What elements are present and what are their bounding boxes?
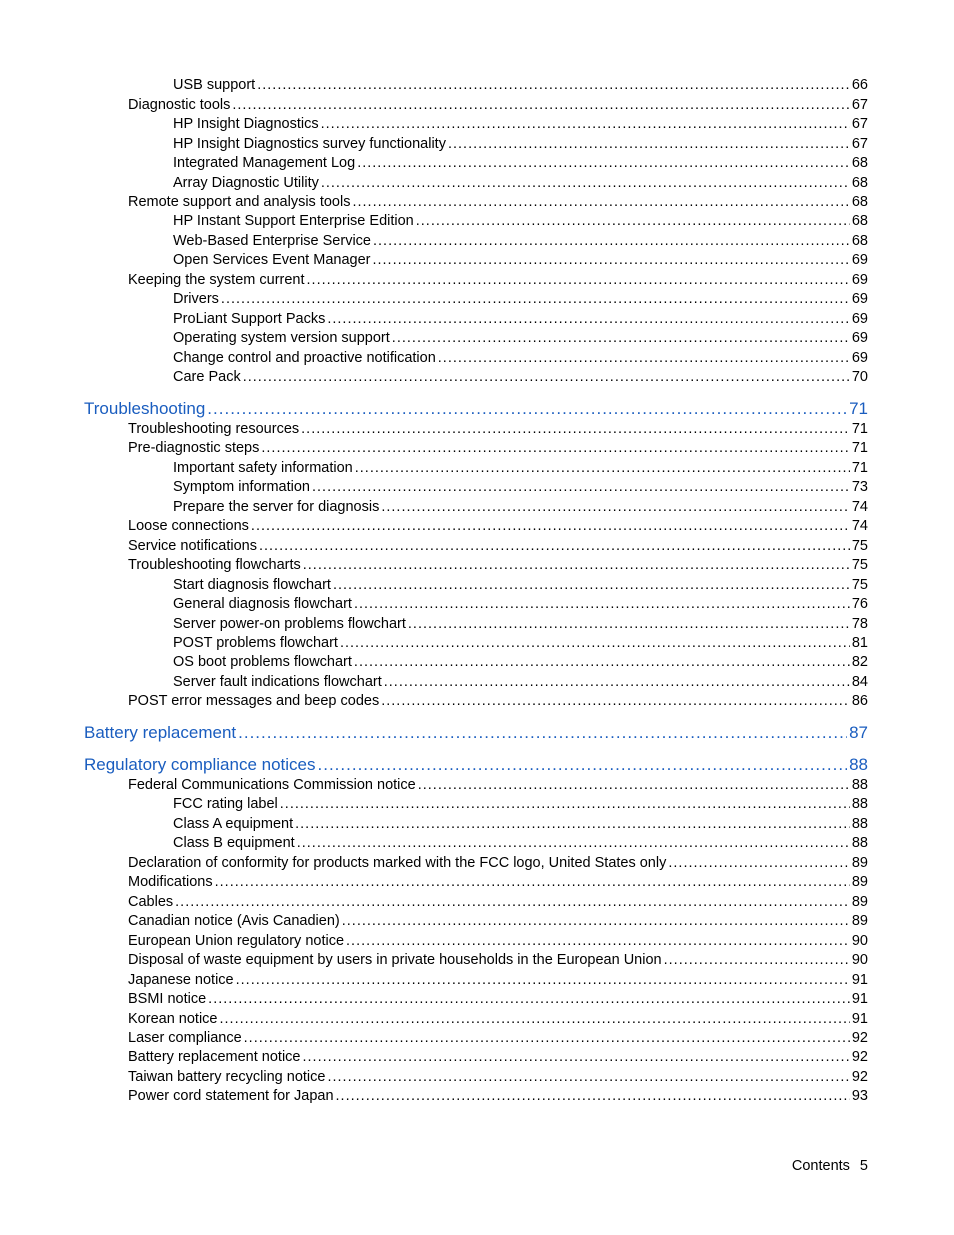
toc-page-number: 68 <box>851 155 868 171</box>
toc-entry-link[interactable] <box>128 953 868 968</box>
toc-entry-link[interactable] <box>128 992 868 1007</box>
toc-entry-link[interactable] <box>173 578 868 593</box>
toc-entry-link[interactable] <box>128 973 868 988</box>
toc-dot-leader <box>303 558 850 573</box>
toc-dot-leader <box>221 292 850 307</box>
toc-entry-title: Important safety information <box>173 460 353 476</box>
toc-entry-link[interactable] <box>128 519 868 534</box>
toc-entry-link[interactable] <box>128 539 868 554</box>
footer-page-number: 5 <box>859 1158 868 1174</box>
toc-dot-leader <box>354 655 850 670</box>
toc-dot-leader <box>295 817 850 832</box>
toc-dot-leader <box>321 117 850 132</box>
toc-dot-leader <box>668 856 850 871</box>
toc-dot-leader <box>302 1050 849 1065</box>
toc-entry-link[interactable] <box>173 636 868 651</box>
toc-entry-title: HP Insight Diagnostics survey functionality <box>173 136 446 152</box>
toc-dot-leader <box>340 636 850 651</box>
toc-entry-link[interactable] <box>128 1089 868 1104</box>
toc-entry-title: Declaration of conformity for products marked with the FCC logo, United States only <box>128 855 667 871</box>
toc-entry-link[interactable] <box>128 895 868 910</box>
toc-entry-title: Troubleshooting resources <box>128 421 300 437</box>
toc-entry-link[interactable] <box>128 856 868 871</box>
toc-page-number: 89 <box>851 894 868 910</box>
toc-entry-title: Service notifications <box>128 538 257 554</box>
toc-entry-title: Battery replacement <box>84 723 237 742</box>
toc-page-number: 68 <box>851 194 868 210</box>
toc-page-number: 93 <box>851 1088 868 1104</box>
toc-entry-title: Server power-on problems flowchart <box>173 616 406 632</box>
toc-page-number: 88 <box>849 755 868 774</box>
toc-page-number: 78 <box>851 616 868 632</box>
toc-entry-link[interactable] <box>128 195 868 210</box>
toc-page-number: 69 <box>851 272 868 288</box>
toc-page-number: 71 <box>849 399 868 418</box>
toc-dot-leader <box>408 617 850 632</box>
toc-dot-leader <box>336 1089 850 1104</box>
toc-entry-link[interactable] <box>128 558 868 573</box>
toc-page-number: 76 <box>851 596 868 612</box>
toc-dot-leader <box>259 539 850 554</box>
toc-dot-leader <box>372 253 849 268</box>
toc-entry-title: Prepare the server for diagnosis <box>173 499 380 515</box>
toc-entry-link[interactable] <box>173 836 868 851</box>
toc-page-number: 70 <box>851 369 868 385</box>
toc-entry-title: Troubleshooting <box>84 399 206 418</box>
toc-entry-link[interactable] <box>173 312 868 327</box>
toc-entry-link[interactable] <box>128 441 868 456</box>
toc-page-number: 91 <box>851 1011 868 1027</box>
toc-page-number: 82 <box>851 654 868 670</box>
toc-entry-link[interactable] <box>173 370 868 385</box>
toc-page-number: 69 <box>851 291 868 307</box>
toc-dot-leader <box>355 461 850 476</box>
toc-entry-title: Regulatory compliance notices <box>84 755 316 774</box>
toc-page-number: 75 <box>851 538 868 554</box>
toc-dot-leader <box>261 441 849 456</box>
toc-dot-leader <box>381 694 850 709</box>
toc-entry-link[interactable] <box>173 617 868 632</box>
toc-entry-link[interactable] <box>173 817 868 832</box>
toc-entry-title: Keeping the system current <box>128 272 305 288</box>
toc-page-number: 75 <box>851 557 868 573</box>
toc-entry-title: Drivers <box>173 291 219 307</box>
toc-entry-link[interactable] <box>128 1070 868 1085</box>
toc-entry-link[interactable] <box>128 914 868 929</box>
toc-entry-link[interactable] <box>128 934 868 949</box>
toc-dot-leader <box>327 312 850 327</box>
toc-entry-link[interactable] <box>128 1012 868 1027</box>
toc-entry-link[interactable] <box>173 214 868 229</box>
toc-dot-leader <box>307 273 850 288</box>
toc-entry-title: Korean notice <box>128 1011 218 1027</box>
toc-dot-leader <box>215 875 850 890</box>
toc-dot-leader <box>301 422 850 437</box>
toc-entry-link[interactable] <box>128 273 868 288</box>
toc-entry-title: BSMI notice <box>128 991 207 1007</box>
toc-page-number: 91 <box>851 991 868 1007</box>
toc-page-number: 87 <box>849 723 868 742</box>
toc-entry-link[interactable] <box>173 176 868 191</box>
toc-chapter-link[interactable] <box>84 400 868 417</box>
toc-page-number: 89 <box>851 874 868 890</box>
toc-dot-leader <box>318 756 848 773</box>
toc-entry-link[interactable] <box>173 331 868 346</box>
toc-entry-title: Start diagnosis flowchart <box>173 577 331 593</box>
toc-page-number: 74 <box>851 518 868 534</box>
toc-entry-title: Modifications <box>128 874 213 890</box>
toc-page-number: 71 <box>851 421 868 437</box>
toc-dot-leader <box>373 234 850 249</box>
toc-page-number: 74 <box>851 499 868 515</box>
toc-entry-link[interactable] <box>128 694 868 709</box>
toc-entry-title: OS boot problems flowchart <box>173 654 352 670</box>
toc-entry-link[interactable] <box>128 1050 868 1065</box>
toc-entry-link[interactable] <box>173 137 868 152</box>
toc-dot-leader <box>208 992 850 1007</box>
toc-dot-leader <box>257 78 850 93</box>
toc-entry-title: Server fault indications flowchart <box>173 674 382 690</box>
toc-dot-leader <box>297 836 850 851</box>
toc-page-number: 89 <box>851 913 868 929</box>
toc-dot-leader <box>207 400 847 417</box>
toc-dot-leader <box>243 370 850 385</box>
toc-entry-title: POST problems flowchart <box>173 635 338 651</box>
toc-entry-title: POST error messages and beep codes <box>128 693 380 709</box>
toc-page-number: 69 <box>851 350 868 366</box>
toc-entry-title: USB support <box>173 77 256 93</box>
toc-page-number: 69 <box>851 252 868 268</box>
toc-dot-leader <box>418 778 850 793</box>
toc-page-number: 86 <box>851 693 868 709</box>
toc-entry-link[interactable] <box>128 98 868 113</box>
toc-entry-title: FCC rating label <box>173 796 278 812</box>
toc-page-number: 92 <box>851 1049 868 1065</box>
toc-entry-link[interactable] <box>173 797 868 812</box>
toc-entry-link[interactable] <box>128 422 868 437</box>
toc-entry-link[interactable] <box>173 351 868 366</box>
toc-entry-title: Operating system version support <box>173 330 390 346</box>
toc-page-number: 69 <box>851 330 868 346</box>
toc-chapter-link[interactable] <box>84 724 868 741</box>
toc-dot-leader <box>321 176 850 191</box>
toc-page-number: 88 <box>851 835 868 851</box>
toc-page-number: 88 <box>851 796 868 812</box>
toc-dot-leader <box>251 519 850 534</box>
toc-page-number: 89 <box>851 855 868 871</box>
toc-entry-link[interactable] <box>173 117 868 132</box>
toc-dot-leader <box>448 137 850 152</box>
toc-entry-link[interactable] <box>173 655 868 670</box>
toc-entry-title: HP Instant Support Enterprise Edition <box>173 213 414 229</box>
toc-entry-title: Battery replacement notice <box>128 1049 301 1065</box>
toc-entry-title: Troubleshooting flowcharts <box>128 557 301 573</box>
toc-entry-link[interactable] <box>173 156 868 171</box>
toc-page-number: 68 <box>851 233 868 249</box>
toc-page-number: 90 <box>851 952 868 968</box>
toc-page-number: 71 <box>851 460 868 476</box>
toc-entry-link[interactable] <box>173 597 868 612</box>
toc-page-number: 91 <box>851 972 868 988</box>
toc-page-number: 81 <box>851 635 868 651</box>
toc-entry-title: Class B equipment <box>173 835 295 851</box>
toc-dot-leader <box>175 895 850 910</box>
toc-entry-title: HP Insight Diagnostics <box>173 116 319 132</box>
toc-entry-link[interactable] <box>173 253 868 268</box>
toc-dot-leader <box>238 724 847 741</box>
toc-dot-leader <box>354 597 850 612</box>
toc-dot-leader <box>352 195 849 210</box>
toc-page-number: 90 <box>851 933 868 949</box>
toc-entry-title: Class A equipment <box>173 816 294 832</box>
toc-entry-title: Change control and proactive notification <box>173 350 436 366</box>
toc-entry-link[interactable] <box>128 875 868 890</box>
toc-entry-link[interactable] <box>173 461 868 476</box>
toc-dot-leader <box>327 1070 849 1085</box>
toc-entry-title: Symptom information <box>173 479 310 495</box>
toc-entry-title: Laser compliance <box>128 1030 242 1046</box>
toc-dot-leader <box>342 914 850 929</box>
toc-dot-leader <box>236 973 850 988</box>
toc-entry-link[interactable] <box>173 234 868 249</box>
toc-dot-leader <box>384 675 850 690</box>
toc-page-number: 67 <box>851 116 868 132</box>
toc-entry-link[interactable] <box>128 778 868 793</box>
toc-dot-leader <box>280 797 850 812</box>
toc-dot-leader <box>664 953 850 968</box>
toc-entry-title: Open Services Event Manager <box>173 252 371 268</box>
footer-label: Contents <box>791 1158 850 1174</box>
toc-page-number: 88 <box>851 816 868 832</box>
toc-page-number: 69 <box>851 311 868 327</box>
toc-entry-link[interactable] <box>173 500 868 515</box>
toc-dot-leader <box>232 98 850 113</box>
toc-entry-title: Japanese notice <box>128 972 234 988</box>
toc-entry-title: Loose connections <box>128 518 249 534</box>
toc-chapter-link[interactable] <box>84 756 868 773</box>
toc-entry-title: General diagnosis flowchart <box>173 596 352 612</box>
toc-page-number: 68 <box>851 213 868 229</box>
toc-entry-link[interactable] <box>173 675 868 690</box>
toc-dot-leader <box>333 578 850 593</box>
toc-entry-title: Disposal of waste equipment by users in private households in the European Union <box>128 952 662 968</box>
toc-entry-link[interactable] <box>173 480 868 495</box>
toc-dot-leader <box>346 934 850 949</box>
toc-dot-leader <box>244 1031 850 1046</box>
toc-entry-link[interactable] <box>128 1031 868 1046</box>
toc-entry-title: Remote support and analysis tools <box>128 194 351 210</box>
toc-page-number: 92 <box>851 1069 868 1085</box>
toc-dot-leader <box>312 480 850 495</box>
toc-page-number: 71 <box>851 440 868 456</box>
toc-dot-leader <box>357 156 850 171</box>
toc-entry-title: Power cord statement for Japan <box>128 1088 334 1104</box>
toc-page-number: 67 <box>851 136 868 152</box>
toc-dot-leader <box>392 331 850 346</box>
toc-page-number: 88 <box>851 777 868 793</box>
toc-page-number: 73 <box>851 479 868 495</box>
toc-entry-title: Federal Communications Commission notice <box>128 777 416 793</box>
page-footer <box>792 1159 868 1174</box>
toc-entry-title: ProLiant Support Packs <box>173 311 326 327</box>
toc-dot-leader <box>438 351 850 366</box>
toc-dot-leader <box>416 214 850 229</box>
toc-page-number: 66 <box>851 77 868 93</box>
toc-entry-title: Cables <box>128 894 174 910</box>
toc-page-number: 68 <box>851 175 868 191</box>
toc-entry-title: Diagnostic tools <box>128 97 231 113</box>
toc-page-number: 75 <box>851 577 868 593</box>
toc-entry-link[interactable] <box>173 78 868 93</box>
toc-entry-title: Web-Based Enterprise Service <box>173 233 371 249</box>
toc-page-number: 67 <box>851 97 868 113</box>
toc-page-number: 92 <box>851 1030 868 1046</box>
toc-entry-title: Integrated Management Log <box>173 155 356 171</box>
toc-page-number: 84 <box>851 674 868 690</box>
toc-entry-title: Pre-diagnostic steps <box>128 440 260 456</box>
toc-entry-link[interactable] <box>173 292 868 307</box>
toc-entry-title: Care Pack <box>173 369 241 385</box>
toc-dot-leader <box>381 500 850 515</box>
toc-entry-title: Canadian notice (Avis Canadien) <box>128 913 340 929</box>
toc-dot-leader <box>219 1012 849 1027</box>
toc-entry-title: Taiwan battery recycling notice <box>128 1069 326 1085</box>
toc-entry-title: Array Diagnostic Utility <box>173 175 319 191</box>
toc-entry-title: European Union regulatory notice <box>128 933 345 949</box>
